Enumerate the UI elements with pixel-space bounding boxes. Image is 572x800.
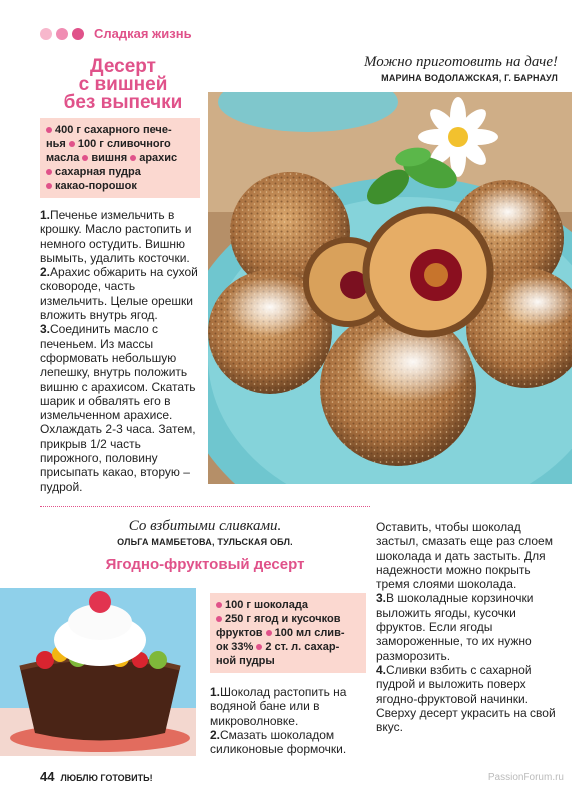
- ingredient-row: сахарная пудра: [46, 165, 194, 179]
- ingredient-row: ок 33% 2 ст. л. сахар-: [216, 641, 340, 653]
- section-name: Сладкая жизнь: [94, 26, 192, 41]
- ingredient-row: 400 г сахарного пече-: [46, 123, 194, 137]
- step-item: 3.В шоколадные корзиночки выложить ягоды, кусочки фруктов. Если ягоды замороженные, то их нужно разморозить.: [376, 591, 534, 663]
- fruit-cup-illustration: [0, 588, 196, 756]
- bullet-icon: [130, 155, 136, 161]
- magazine-name: ЛЮБЛЮ ГОТОВИТЬ!: [60, 773, 153, 783]
- ingredient-row: какао-порошок: [46, 179, 194, 193]
- recipe1-title-line: с вишней: [78, 74, 168, 95]
- recipe1-ingredients: [40, 118, 200, 198]
- bullet-icon: [256, 644, 262, 650]
- bullet-icon: [46, 169, 52, 175]
- bullet-icon: [216, 616, 222, 622]
- recipe2-steps-continued: [376, 520, 566, 734]
- step-item: 4.Сливки взбить с сахарной пудрой и выложить поверх ягодно-фруктовой начинки. Сверху десерт украсить на свой вкус.: [376, 662, 556, 735]
- header-dot-2: [56, 28, 68, 40]
- watermark: PassionForum.ru: [487, 772, 564, 783]
- recipe1-photo: [208, 92, 572, 484]
- step-item: 1.Печенье измельчить в крошку. Масло растопить и немного остудить. Вишню вымыть, удалить косточки.: [40, 208, 192, 265]
- dessert-balls-illustration: [208, 92, 572, 484]
- bullet-icon: [216, 602, 222, 608]
- bullet-icon: [266, 630, 272, 636]
- step-item: 1.Шоколад растопить на водяной бане или в микроволновке.: [210, 685, 347, 728]
- recipe2-author: ОЛЬГА МАМБЕТОВА, ТУЛЬСКАЯ ОБЛ.: [117, 537, 293, 547]
- step-item: 2.Арахис обжарить на сухой сковороде, часть измельчить. Целые орешки вложить внутрь ягод.: [40, 265, 198, 323]
- section-header: [40, 26, 192, 41]
- section-divider: [40, 506, 370, 507]
- header-dot-1: [40, 28, 52, 40]
- recipe2-steps: [210, 685, 370, 756]
- bullet-icon: [69, 141, 75, 147]
- header-dot-3: [72, 28, 84, 40]
- recipe1-title-line: без выпечки: [63, 92, 183, 113]
- bullet-icon: [46, 127, 52, 133]
- page-number: 44: [40, 769, 55, 784]
- recipe2-tagline: Со взбитыми сливками.: [128, 518, 282, 534]
- recipe1-title-line: Десерт: [90, 56, 156, 77]
- recipe1-tagline: Можно приготовить на даче!: [363, 54, 558, 70]
- recipe1-note: [214, 54, 558, 83]
- step-item: 3.Соединить масло с печеньем. Из массы сформовать небольшую лепешку, внутрь положить вишню с арахисом. Скатать шарик и обвалять его в измельченном арахисе. Охлаждать 2-3 часа. Затем, прикрыв 1/2 часть пирожного, половину присыпать какао, вторую – пудрой.: [40, 322, 196, 494]
- recipe2-note: [40, 518, 370, 547]
- recipe1-author: МАРИНА ВОДОЛАЖСКАЯ, Г. БАРНАУЛ: [381, 73, 558, 83]
- ingredient-row: масла вишня арахис: [46, 152, 178, 164]
- ingredient-row: нья 100 г сливочного: [46, 138, 171, 150]
- ingredient-row: фруктов 100 мл слив-: [216, 627, 345, 639]
- recipe1-title: [48, 58, 198, 112]
- step-item: 2.Смазать шоколадом силиконовые формочки.: [210, 727, 347, 757]
- ingredient-row: 250 г ягод и кусочков: [216, 612, 360, 626]
- recipe2-title: Ягодно-фруктовый десерт: [105, 556, 305, 573]
- bullet-icon: [46, 183, 52, 189]
- step-item: Оставить, чтобы шоколад застыл, смазать еще раз слоем шоколада и дать застыть. Для надежности можно покрыть тремя слоями шоколада.: [376, 520, 553, 592]
- ingredient-row: ной пудры: [216, 655, 275, 667]
- ingredient-row: 100 г шоколада: [216, 598, 360, 612]
- page-footer: [40, 769, 153, 784]
- recipe2-photo: [0, 588, 196, 756]
- recipe2-ingredients: [210, 593, 366, 673]
- recipe1-steps: [40, 208, 204, 494]
- bullet-icon: [82, 155, 88, 161]
